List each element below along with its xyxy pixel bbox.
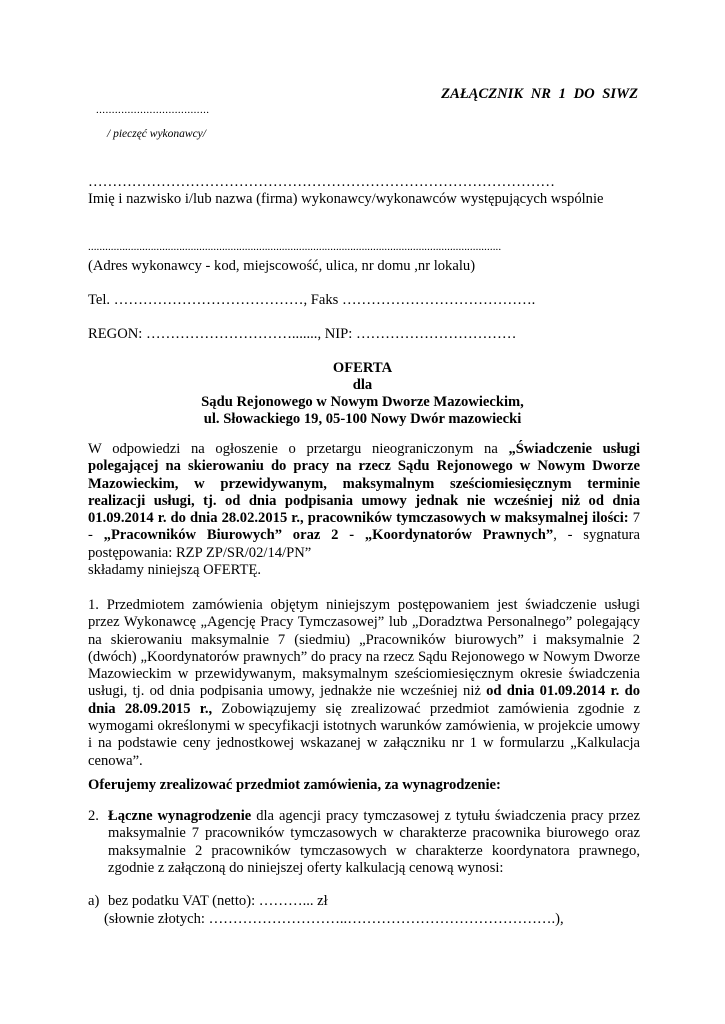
item-2-text: Łączne wynagrodzenie dla agencji pracy tymczasowej z tytułu świadczenia pracy przez maksymalnie 7 pracowników tymczasowych w charakterze pracownika biurowego oraz maksymalnie 2 pracowników tymczasowych w charakterze koordynatora prawnego, zgodnie z załączoną do niniejszej oferty kalkulacją cenową wynosi: [108, 808, 640, 876]
net-amount-field[interactable]: bez podatku VAT (netto): ………... zł [108, 893, 328, 909]
attachment-header: ZAŁĄCZNIK NR 1 DO SIWZ [441, 86, 638, 102]
court-address: ul. Słowackiego 19, 05-100 Nowy Dwór mazowiecki [203, 411, 522, 427]
regon-nip-line[interactable]: REGON: …………………………......., NIP: …………………………… [88, 326, 517, 342]
intro-paragraph: W odpowiedzi na ogłoszenie o przetargu nieograniczonym na „Świadczenie usługi polegającej na skierowaniu do pracy na rzecz Sądu Rejonowego w Nowym Dworze Mazowieckim, w przewidywanym, maksymalnym sześciomiesięcznym terminie realizacji usługi, tj. od dnia podpisania umowy jednak nie wcześniej niż od dnia 01.09.2014 r. do dnia 28.02.2015 r., pracowników tymczasowych w maksymalnej ilości: 7 - „Pracowników Biurowych” oraz 2 - „Koordynatorów Prawnych”, - sygnatura postępowania: RZP ZP/SR/02/14/PN” składamy niniejszą OFERTĘ. [88, 441, 641, 579]
offer-title: OFERTA [332, 360, 393, 376]
offer-title-dla: dla [352, 377, 373, 393]
intro-closing: składamy niniejszą OFERTĘ. [88, 562, 262, 579]
contractor-address-label: (Adres wykonawcy - kod, miejscowość, ulica, nr domu ,nr lokalu) [88, 258, 476, 274]
item-a-label: a) [88, 893, 100, 909]
contractor-name-field[interactable]: …………………………………………………………………………………… [88, 174, 555, 190]
stamp-dots: .................................... [96, 104, 210, 116]
stamp-label: / pieczęć wykonawcy/ [107, 128, 206, 140]
contractor-address-field[interactable]: ................................................................................................................................................. [88, 241, 502, 253]
item-2-number: 2. [88, 808, 99, 824]
contractor-name-label: Imię i nazwisko i/lub nazwa (firma) wykonawcy/wykonawców występujących wspólnie [88, 191, 604, 207]
section-1-paragraph: 1. Przedmiotem zamówienia objętym niniejszym postępowaniem jest świadczenie usługi przez Wykonawcę „Agencję Pracy Tymczasowej” lub „Doradztwa Personalnego” polegający na skierowaniu maksymalnie 7 (siedmiu) „Pracowników biurowych” i maksymalnie 2 (dwóch) „Koordynatorów prawnych” do pracy na rzecz Sądu Rejonowego w Nowym Dworze Mazowieckim w przewidywanym, maksymalnym sześciomiesięcznym okresie świadczenia usługi, tj. od dnia podpisania umowy, jednakże nie wcześniej niż od dnia 01.09.2014 r. do dnia 28.09.2015 r., Zobowiązujemy się zrealizować przedmiot zamówienia zgodnie z wymogami określonymi w specyfikacji istotnych warunków zamówienia, w projekcie umowy i na podstawie ceny jednostkowej wskazanej w załączniku nr 1 w formularzu „Kalkulacja cenowa”. [88, 597, 640, 769]
amount-in-words-field[interactable]: (słownie złotych: ………………………..…………………………………….), [104, 911, 564, 927]
offer-heading: Oferujemy zrealizować przedmiot zamówienia, za wynagrodzenie: [88, 777, 501, 793]
court-name: Sądu Rejonowego w Nowym Dworze Mazowieckim, [201, 394, 524, 410]
tel-fax-line[interactable]: Tel. …………………………………, Faks …………………………………. [88, 292, 536, 308]
